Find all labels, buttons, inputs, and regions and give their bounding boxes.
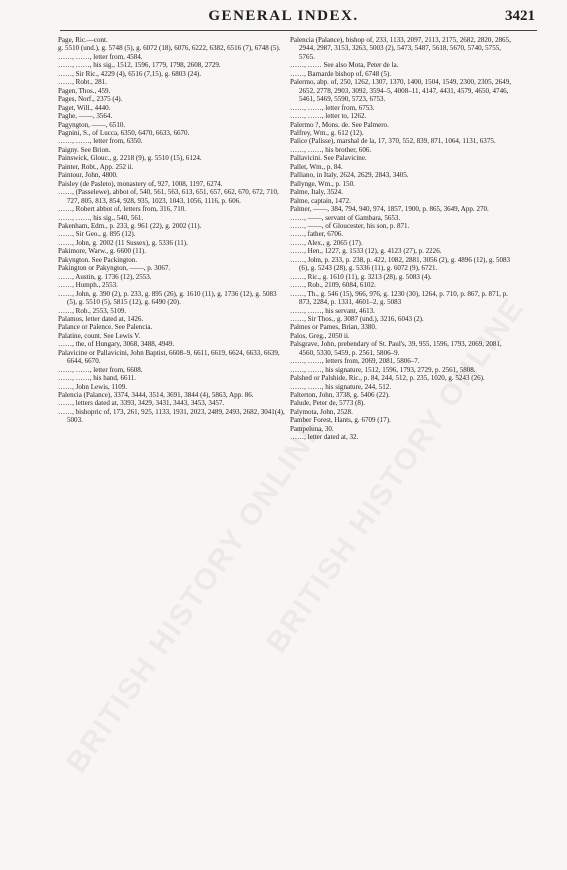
page-number: 3421 [505, 8, 535, 24]
index-entry: Pakenham, Edm., p. 233, g. 961 (22), g. 2002 (11). [58, 221, 202, 230]
index-entry: Palermo ?, Mons. de. See Palmero. [290, 120, 389, 129]
index-entry: Pallynge, Wm., p. 150. [290, 179, 355, 188]
index-entry: ……, ……, his sig., 1512, 1596, 1779, 1798, 2608, 2729. [58, 61, 221, 70]
index-entry: ……, Robt., 281. [58, 78, 107, 87]
index-entry: ……, John, g. 2002 (11 Sussex), g. 5336 (11). [58, 238, 188, 247]
index-entry: ……, ——, of Gloucester, his son, p. 871. [290, 221, 410, 230]
index-entry: Palamos, letter dated at, 1426. [58, 314, 144, 323]
index-entry: ……, ——, servant of Gambara, 5653. [290, 213, 401, 222]
index-entry: Palliano, in Italy, 2624, 2629, 2843, 3405. [290, 171, 409, 180]
index-entry: ……, …… See also Mota, Peter de la. [290, 61, 399, 70]
index-entry: ……, ……, his signature, 1512, 1596, 1793, 2729, p. 2561, 5808. [290, 365, 476, 374]
index-entry: ……, Humph., 2553. [58, 281, 118, 290]
right-index-column [290, 36, 518, 442]
index-entry: g. 5510 (und.), g. 5748 (5), g. 6072 (18), 6076, 6222, 6382, 6516 (7), 6748 (5). [58, 44, 281, 53]
index-entry: ……, ……, letter from, 6350. [58, 137, 143, 146]
index-entry: Paget, Will., 4440. [58, 103, 111, 112]
index-entry: Pakington or Pakyngton, ——, p. 3067. [58, 264, 171, 273]
index-entry: Pampeluna, 30. [290, 424, 334, 433]
index-entry: Paigny. See Brion. [58, 145, 111, 154]
index-entry: ……, bishopric of, 173, 261, 925, 1133, 1931, 2023, 2489, 2493, 2682, 3041(4), 5003. [58, 407, 285, 425]
index-entry: Palos, Greg., 2050 ii. [290, 331, 350, 340]
index-entry: ……, Austin, g. 1736 (12), 2553. [58, 272, 152, 281]
index-entry: ……, ……, letter from, 4584. [58, 52, 143, 61]
index-entry: ……, Hen., 1227, g. 1533 (12), g. 4123 (27), p. 2226. [290, 247, 442, 256]
index-entry: ……, the, of Hungary, 3068, 3488, 4949. [58, 340, 175, 349]
index-entry: ……, father, 6706. [290, 230, 344, 239]
index-entry: Palme, captain, 1472. [290, 196, 351, 205]
index-entry: Painter, Robt., App. 252 ii. [58, 162, 134, 171]
index-entry: ……, ……, his signature, 244, 512. [290, 382, 391, 391]
index-entry: ……, John, p. 233, p. 238, p. 422, 1082, 2881, 3056 (2), g. 4896 (12), g. 5083 (6), g. 5243 (28), g. 5336 (11), g. 6072 (9), 6721. [290, 255, 511, 273]
index-entry: Palencia (Palance), 3374, 3444, 3514, 3691, 3844 (4), 5863, App. 86. [58, 391, 254, 400]
header-rule [60, 30, 537, 31]
watermark-left [60, 412, 332, 780]
index-entry: ……, ……, his hand, 6611. [58, 374, 137, 383]
index-entry: Pages, Norf., 2375 (4). [58, 95, 123, 104]
index-entry: Pallet, Wm., p. 84. [290, 162, 343, 171]
index-entry: ……, ……, his sig., 540, 561. [58, 213, 144, 222]
index-entry: Palice (Palisse), marshal de la, 17, 370, 552, 839, 871, 1064, 1131, 6375. [290, 137, 496, 146]
index-entry: ……, Rob., 2553, 5109. [58, 306, 127, 315]
index-entry: Pamber Forest, Hants, g. 6709 (17). [290, 416, 391, 425]
index-entry: ……, Sir Thos., g. 3087 (und.), 3216, 6043 (2). [290, 314, 424, 323]
index-entry: Pagyngton, ——, 6510. [58, 120, 126, 129]
index-entry: ……, ……, letter from, 6608. [58, 365, 143, 374]
index-entry: Palsgrave, John, prebendary of St. Paul's, 39, 955, 1596, 1793, 2069, 2081, 4560, 5330, 5459, p. 2561, 5806–9. [290, 340, 502, 357]
index-entry: Palshed or Palshide, Ric., p. 84, 244, 512, p. 235, 1020, g. 5243 (26). [290, 374, 485, 383]
index-entry: ……, (Passelewe), abbot of, 540, 561, 563, 613, 651, 657, 662, 670, 672, 710, 727, 805, 813, 854, 928, 935, 1023, 1043, 1056, 1116, p. 606. [58, 188, 279, 205]
index-entry: ……, ……, letter to, 1262. [290, 112, 367, 121]
left-index-column [58, 36, 286, 425]
index-entry: Pakimore, Warw., g. 6600 (11). [58, 247, 147, 256]
index-entry: Palencia (Palance), bishop of, 233, 1133, 2097, 2113, 2175, 2682, 2820, 2865, 2944, 2987, 3153, 3263, 5003 (2), 5473, 5487, 5618, 5670, 5740, 5755, 5765. [290, 36, 511, 61]
index-entry: ……, Robert abbot of, letters from, 316, 710. [58, 205, 186, 214]
index-entry: ……, Barnarde bishop of, 6748 (5). [290, 69, 391, 78]
index-entry: ……, ……, his servant, 4613. [290, 306, 375, 315]
index-entry: ……, John Lewis, 1109. [58, 382, 128, 391]
index-entry: Pallavicini. See Palavicine. [290, 154, 367, 163]
index-entry: Pagen, Thos., 459. [58, 86, 111, 95]
index-entry: Palymota, John, 2528. [290, 407, 353, 416]
index-entry: Paintour, John, 4800. [58, 171, 118, 180]
index-entry: Pagnini, S., of Lucca, 6350, 6470, 6633, 6670. [58, 128, 190, 137]
index-entry: Palmer, ——, 384, 794, 940, 974, 1857, 1900, p. 865, 3649, App. 270. [290, 205, 489, 214]
index-entry: Paghe, ——, 3564. [58, 112, 113, 121]
index-entry: Palatine, count. See Lewis V. [58, 331, 141, 340]
index-entry: Pakyngton. See Packington. [58, 255, 138, 264]
index-entry: ……, Alex., g. 2065 (17). [290, 238, 363, 247]
index-entry: Painswick, Glouc., g. 2218 (9), g. 5510 (15), 6124. [58, 154, 202, 163]
index-entry: ……, Ric., g. 1610 (11), g. 3213 (28), g. 5083 (4). [290, 272, 432, 281]
index-entry: Palance or Palence. See Palencia. [58, 323, 153, 332]
index-entry: Palude, Peter de, 5773 (8). [290, 399, 365, 408]
index-entry: Palfrey, Wm., g. 612 (12). [290, 128, 364, 137]
running-title: GENERAL INDEX. [208, 8, 359, 24]
index-entry: ……, Sir Ric., 4229 (4), 6516 (7,15), g. 6803 (24). [58, 69, 202, 78]
index-entry: ……, letter dated at, 32. [290, 433, 359, 442]
index-entry: Palme, Italy, 3524. [290, 188, 343, 197]
index-entry: ……, letters dated at, 3393, 3429, 3431, 3443, 3453, 3457. [58, 399, 225, 408]
index-entry: ……, Th., g. 546 (15), 966, 976, g. 1230 (30), 1264, p. 710, p. 867, p. 871, p. 873, 2284, p. 1331, 4601–2, g. 5083 [290, 289, 508, 307]
index-entry: ……, ……, letter from, 6753. [290, 103, 375, 112]
index-entry: Paisley (de Pasleto), monastery of, 927, 1008, 1197, 6274. [58, 179, 223, 188]
index-entry: ……, Rob., 2109, 6084, 6102. [290, 281, 376, 290]
index-entry: Palermo, abp. of, 250, 1262, 1307, 1370, 1400, 1504, 1549, 2300, 2305, 2649, 2652, 2778, 2903, 3092, 3594–5, 4008–11, 4147, 4431, 4579, 4650, 4746, 5461, 5469, 5590, 5723, 6753. [290, 78, 511, 104]
index-entry: Palmes or Pames, Brian, 3380. [290, 323, 377, 332]
page-header [0, 8, 567, 30]
index-entry: ……, John, g. 390 (2), p. 233, g. 895 (26), g. 1610 (11), g. 1736 (12), g. 5083 (5), g. 5510 (5), 5815 (12), g. 6490 (20). [58, 289, 277, 307]
index-entry: ……, ……, his brother, 606. [290, 145, 372, 154]
index-entry: Palterton, John, 3738, g. 5406 (22). [290, 391, 390, 400]
index-entry: Palavicine or Pallavicini, John Baptist, 6608–9, 6611, 6619, 6624, 6633, 6639, 6644, 6670. [58, 348, 280, 366]
index-entry: ……, Sir Geo., g. 895 (12). [58, 230, 136, 239]
index-entry: Page, Ric.—cont. [58, 36, 108, 44]
index-entry: ……, ……, letters from, 2069, 2081, 5806–7. [290, 357, 420, 366]
